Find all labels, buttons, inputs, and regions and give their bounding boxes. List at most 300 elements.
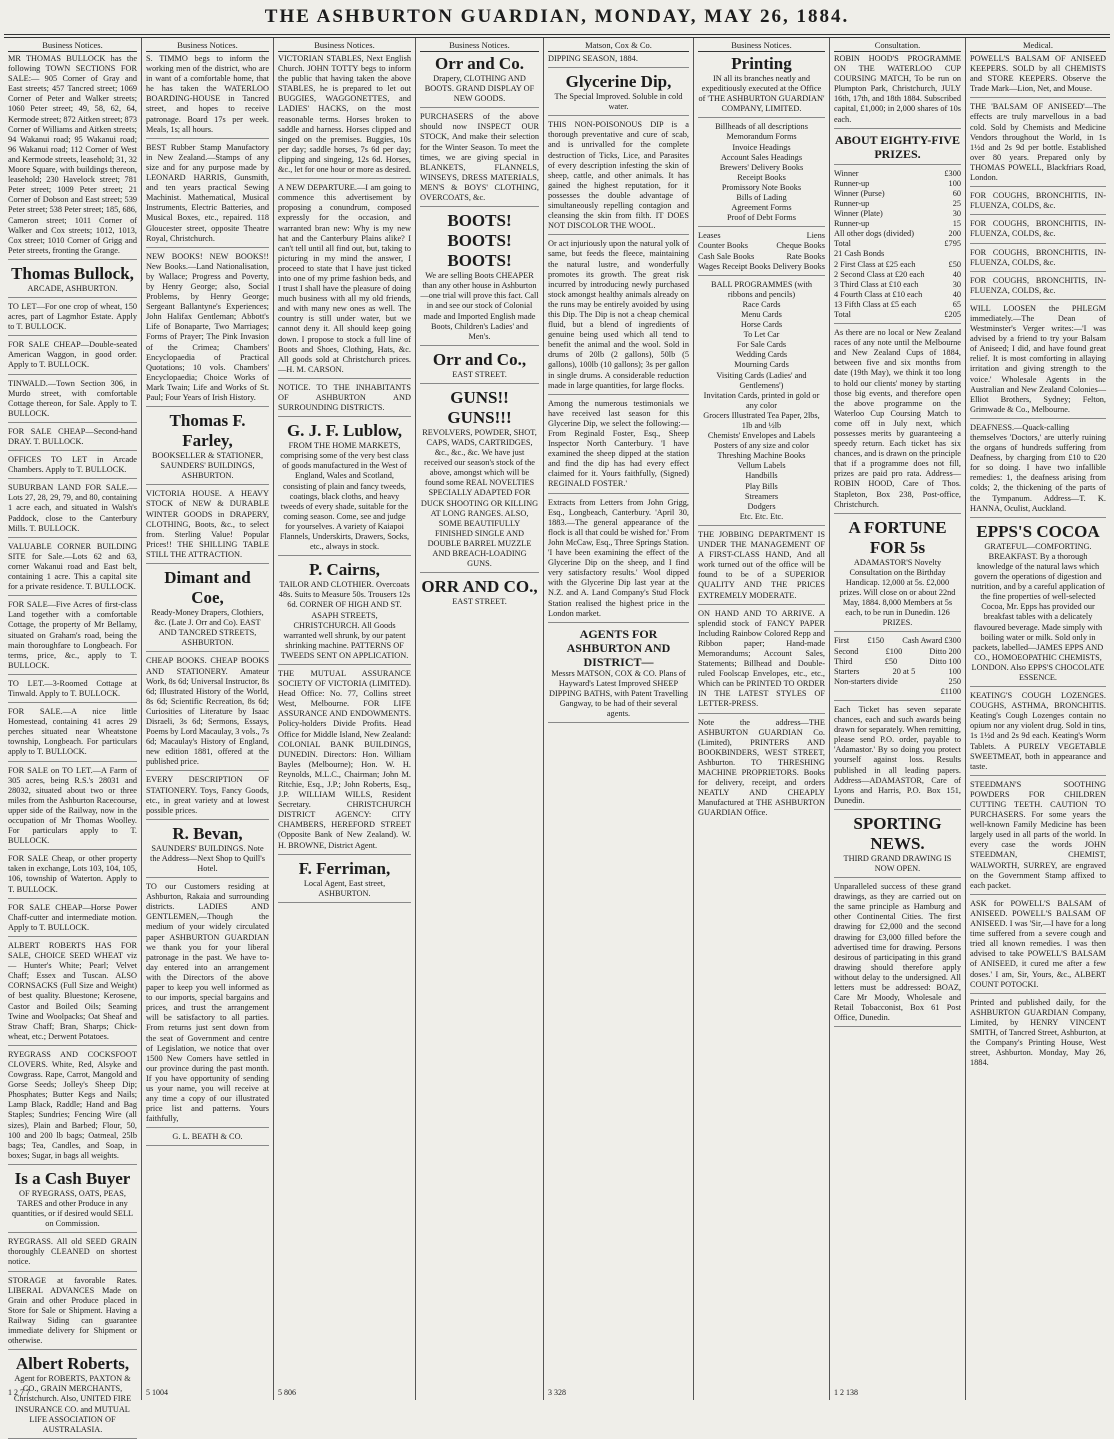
advertisement <box>8 941 137 1046</box>
prize-row <box>834 249 961 259</box>
advert-subtitle: OF RYEGRASS, OATS, PEAS, TARES and other Produce in any quantities, or if desired would SELL on Commission. <box>11 1188 134 1229</box>
prize-cell: Ditto 200 <box>929 646 961 656</box>
advert-subtitle: REVOLVERS, POWDER, SHOT, CAPS, WADS, CARTRIDGES, &c., &c., &c. We have just received our season's stock of the above, amongst which will be found some REAL NOVELTIES SPECIALLY ADAPTED FOR DUCK SHOOTING OR KILLING AT LONG RANGES. ALSO, SOME BEAUTIFULLY FINISHED SINGLE AND DOUBLE BARREL MUZZLE AND BREACH-LOADING GUNS. <box>420 427 539 569</box>
prize-row <box>834 300 961 310</box>
masthead-rule <box>4 34 1110 35</box>
prize-row <box>834 677 961 687</box>
column-footer: 1 2 7 7 <box>8 1387 30 1397</box>
advertisement <box>146 411 269 485</box>
advertisement <box>698 530 825 605</box>
column-3 <box>274 38 416 1400</box>
advert-text: PURCHASERS of the above should now INSPECT OUR STOCK, And make their selection for the Winter Season. To meet the times, we are giving special in BLANKETS, FLANNELS, WINSEYS, DRESS MATERIALS, MEN'S & BOYS' CLOTHING, OVERCOATS, &c. <box>420 112 539 203</box>
advert-text: DEAFNESS.—Quack-calling themselves 'Doctors,' are utterly ruining the organs of hundreds suffering from Deafness, by charging from £10 to £20 for so doing. I have two infallible remedies: 1, the deafness arising from colds; 2, the thickening of the parts of the Tympanum. Address—T. K. HANNA, Oculist, Auckland. <box>970 422 1106 513</box>
item-list <box>698 280 825 522</box>
prize-cell: Runner-up <box>834 198 870 208</box>
list-item: Etc. Etc. Etc. <box>739 511 784 521</box>
advertisement <box>970 899 1106 994</box>
advert-title: A FORTUNE FOR 5s <box>848 517 947 557</box>
list-item: Horse Cards <box>740 320 783 330</box>
advert-text: DIPPING SEASON, 1884. <box>548 54 638 63</box>
prize-row <box>834 179 961 189</box>
column-header: Matson, Cox & Co. <box>548 40 689 52</box>
prize-row <box>834 219 961 229</box>
advert-text: FOR SALE Cheap, or other property taken in exchange, Lots 103, 104, 105, 106, township of Waterton. Apply to T. BULLOCK. <box>8 854 137 894</box>
advertisement <box>8 1276 137 1351</box>
advertisement <box>420 350 539 384</box>
prize-cell: 250 <box>948 676 961 686</box>
list-item: Menu Cards <box>741 309 782 319</box>
advert-title: G. J. F. Lublow, <box>286 421 403 441</box>
advert-text: FOR SALE—Five Acres of first-class Land together with a comfortable Cottage, the property of Mr Bellamy, situated on Graham's road, being the main thoroughfare to Longbeach. For terms, price, &c., apply to T. BULLOCK. <box>8 600 137 670</box>
column-header: Business Notices. <box>420 40 539 52</box>
advertisement <box>548 627 689 723</box>
advert-title: Is a Cash Buyer <box>14 1168 131 1188</box>
advertisement <box>834 328 961 514</box>
column-header: Business Notices. <box>278 40 411 52</box>
advert-text: RYEGRASS. All old SEED GRAIN thoroughly CLEANED on shortest notice. <box>8 1237 137 1267</box>
advert-text: FOR SALE CHEAP—Double-seated American Waggon, in good order. Apply to T. BULLOCK. <box>8 340 137 370</box>
advertisement <box>278 669 411 855</box>
advert-text: Note the address—THE ASHBURTON GUARDIAN Co. (Limited), PRINTERS AND BOOKBINDERS, WEST STREET, Ashburton. TO THRESHING MACHINE PROPRIETORS. Books for delivery, receipt, and orders NEATLY AND CHEAPLY Manufactured at THE ASHBURTON GUARDIAN Office. <box>698 717 825 818</box>
list-item: Dodgers <box>747 501 776 511</box>
advert-text: VICTORIAN STABLES, Next English Church. JOHN TOTTY begs to inform the public that having taken the above STABLES, he is prepared to let out BUGGIES, WAGGONETTES, and LADIES' HACKS, on the most reasonable terms. Horses broken to saddle and harness. Horses clipped and singed on the premises. Buggies, 10s per day; saddle horses, 7s 6d per day; clipping and singeing, 12s 6d. Horses, &c., let for one hour or more as desired. <box>278 54 411 175</box>
prize-row <box>834 189 961 199</box>
advert-subtitle: TAILOR AND CLOTHIER. Overcoats 48s. Suits to Measure 50s. Trousers 12s 6d. CORNER OF HIGH AND ST. ASAPH STREETS, CHRISTCHURCH. All Goods warranted well shrunk, by our patent shrinking machine. PATTERNS OF TWEEDS SENT ON APPLICATION. <box>278 580 411 660</box>
advertisement <box>8 427 137 451</box>
prize-cell: Total <box>834 309 851 319</box>
advert-text: THIS NON-POISONOUS DIP is a thorough preventative and cure of scab, and is unrivalled for the complete destruction of Ticks, Lice, and Parasites of every description infesting the skin of sheep, cattle, and other animals. It has gained the highest reputation, for it possesses the double advantage of simultaneously repelling contagion and cleansing the skin from filth. IT DOES NOT DISCOLOR THE WOOL. <box>548 120 689 231</box>
list-item: Visiting Cards (Ladies' and Gentlemens') <box>716 370 807 390</box>
prize-row <box>834 199 961 209</box>
advertisement <box>420 577 539 610</box>
prize-cell: 60 <box>952 188 961 198</box>
advertisement <box>146 54 269 139</box>
list-item: Promissory Note Books <box>721 182 802 192</box>
prize-row <box>834 636 961 646</box>
advertisement <box>548 239 689 394</box>
prize-cell: 40 <box>952 269 961 279</box>
advertisement <box>834 169 961 324</box>
advert-title: F. Ferriman, <box>298 858 391 878</box>
pair-item: Delivery Books <box>772 261 825 271</box>
column-header: Business Notices. <box>698 40 825 52</box>
column-footer: 3 328 <box>548 1387 566 1397</box>
prize-cell: Total <box>834 239 851 249</box>
prize-row <box>834 290 961 300</box>
prize-cell: Third <box>834 656 853 666</box>
advert-text: VICTORIA HOUSE. A HEAVY STOCK of NEW & DURABLE WINTER GOODS in DRAPERY, CLOTHING, Boots, &c., to select from. Sterling Value! Popular Prices!! THE SHILLING TABLE STILL THE ATTRACTION. <box>146 489 269 559</box>
advert-title: Printing <box>731 54 792 73</box>
advert-subtitle: Drapery, CLOTHING AND BOOTS. GRAND DISPLAY OF NEW GOODS. <box>424 74 535 104</box>
advert-text: As there are no local or New Zealand races of any note until the Melbourne and New Zealand Cups of 1884, between five and six months from date (19th May), we think it too long to hold our clients' money by starting those big events, and therefore open the above programme on the Waterloo Cup Coursing Match to come off in July next, which possesses merits by guaranteeing a speedy return. Each ticket has six chances, and is drawn on the principle that if a programme does not fill, prizes are paid pro rata. Address—ROBIN HOOD, Care of Thos. Stapleton, Box 238, Post-office, Christchurch. <box>834 328 961 509</box>
prize-cell: 15 <box>952 219 961 229</box>
advert-text: ON HAND AND TO ARRIVE. A splendid stock of FANCY PAPER Including Rainbow Colored Repp and Ribbon paper; Hand-made Memorandums; Account Sales, Statements; Billhead and Double-ruled Foolscap Envelopes, etc., etc., Which can be PRINTED TO ORDER IN THE LATEST STYLES OF LETTER-PRESS. <box>698 608 825 709</box>
prize-cell: 30 <box>952 209 961 219</box>
prize-cell: £150 <box>867 636 885 646</box>
prize-cell: Winner (Purse) <box>834 188 885 198</box>
advert-subtitle: GRATEFUL—COMFORTING. BREAKFAST. By a thorough knowledge of the natural laws which govern the operations of digestion and nutrition, and by a careful application of the fine properties of well-selected Cocoa, Mr. Epps has provided our breakfast tables with a delicately flavoured beverage. Made simply with boiling water or milk. Sold only in packets, labelled—JAMES EPPS AND CO., HOMOEOPATHIC CHEMISTS, LONDON. Also EPPS'S CHOCOLATE ESSENCE. <box>971 541 1105 682</box>
prize-cell: 20 at 5 <box>892 666 916 676</box>
advert-text: WILL LOOSEN the PHLEGM immediately.—The Dean of Westminster's Verger writes:—'I was advised by a friend to try your Balsam of Aniseed; I did, and have found great relief. It is most comforting in allaying irritation and giving strength to the voice.' Wholesale Agents in the Australian and New Zealand Colonies—Elliot Brothers, Sydney; Felton, Grimwade & Co., Melbourne. <box>970 303 1106 414</box>
pair-item: Wages Receipt Books <box>698 261 771 271</box>
advertisement <box>278 383 411 417</box>
advertisement <box>8 379 137 423</box>
advertisement <box>8 54 137 260</box>
prize-cell: 2 First Class at £25 each <box>834 259 916 269</box>
advert-text: STORAGE at favorable Rates. LIBERAL ADVANCES Made on Grain and other Produce placed in Store for Sale or Shipment. Having a Railway Siding can guarantee immediate delivery for Shipment or otherwise. <box>8 1275 137 1346</box>
advertisement <box>8 542 137 596</box>
column-2 <box>142 38 274 1400</box>
advert-title: Thomas Bullock, <box>11 263 134 283</box>
advert-text: Among the numerous testimonials we have received last season for this Glycerine Dip, we select the following:— From Reginald Foster, Esq., Sheep Inspector North Canterbury. 'I have examined the sheep dipped at the station and find the dip has had every effect claimed for it. Yours faithfully, (Signed) REGINALD FOSTER.' <box>548 398 689 489</box>
advert-title: Orr and Co., <box>432 349 527 369</box>
prize-cell: 21 Cash Bonds <box>834 249 885 259</box>
prize-cell: Ditto 100 <box>929 656 961 666</box>
advert-text: Each Ticket has seven separate chances, each and such awards being drawn for separately. When remitting, please send P.O. order, payable to 'Adamastor.' By so doing you protect yourself against loss. Results published in all leading papers. Address—ADAMASTOR, Care of Lyons and Harris, P.O. Box 151, Dunedin. <box>834 704 961 805</box>
advert-subtitle: THIRD GRAND DRAWING IS NOW OPEN. <box>843 853 952 873</box>
advert-subtitle: EAST STREET. <box>452 597 507 607</box>
advert-subtitle: Ready-Money Drapers, Clothiers, &c. (Late J. Orr and Co). EAST AND TANCRED STREETS, ASHBURTON. <box>151 608 264 648</box>
advertisement <box>278 54 411 179</box>
list-item: To Let Car <box>743 330 780 340</box>
advertisement <box>698 609 825 714</box>
advert-title: SPORTING NEWS. <box>853 813 942 853</box>
list-item: BALL PROGRAMMES (with ribbons and pencils) <box>710 279 813 299</box>
advertisement <box>420 388 539 573</box>
column-1 <box>4 38 142 1434</box>
pair-item: Liens <box>806 231 825 241</box>
column-5 <box>544 38 694 1400</box>
column-header: Consultation. <box>834 40 961 52</box>
advert-text: ALBERT ROBERTS HAS FOR SALE, CHOICE SEED WHEAT viz— Hunter's White; Pearl; Velvet Chaff; Essex and Tuscan. ALSO CORNSACKS (Full Size and Weight) of best quality. Bluestone; Kerosene, Castor and Boiled Oils; Seaming Twine and Woolpacks; Oat Sheaf and Straw Chaff; Bran, Sharps; Chick-wheat, etc.; Derwent Potatoes. <box>8 940 137 1041</box>
prize-cell: Starters <box>834 666 860 676</box>
list-item: Race Cards <box>742 299 781 309</box>
item-list <box>698 122 825 223</box>
column-header: Medical. <box>970 40 1106 52</box>
prize-row <box>834 280 961 290</box>
advertisement <box>970 54 1106 98</box>
advertisement <box>548 72 689 116</box>
column-7 <box>830 38 966 1400</box>
advertisement <box>420 112 539 207</box>
list-item: Bills of Lading <box>736 193 787 203</box>
prize-cell: 100 <box>948 178 961 188</box>
advertisement <box>146 568 269 652</box>
prize-row <box>834 229 961 239</box>
advertisement <box>420 211 539 346</box>
list-item: Brewers' Delivery Books <box>719 162 804 172</box>
list-item: Streamers <box>744 491 779 501</box>
advert-text: TO LET.—3-Roomed Cottage at Tinwald. Apply to T. BULLOCK. <box>8 678 137 698</box>
prize-row <box>834 647 961 657</box>
prize-cell: 200 <box>948 229 961 239</box>
advertisement <box>970 998 1106 1072</box>
prize-cell: Second <box>834 646 859 656</box>
advert-title: Orr and Co. <box>435 54 524 73</box>
column-footer: 5 806 <box>278 1387 296 1397</box>
advertisement <box>278 560 411 665</box>
list-item: Vellum Labels <box>737 461 786 471</box>
prize-row <box>834 260 961 270</box>
pair-row <box>698 262 825 272</box>
advert-text: RYEGRASS AND COCKSFOOT CLOVERS. White, Red, Alsyke and Cowgrass. Rape, Carrot, Mangold and Gorse Seeds; Jolley's Sheep Dip; Phosphates; Butter Kegs and Nails; Lamp Black, Raddle; Hand and Bag Staples; Sundries; Fencing Wire (all sizes), Plain and Barbed; Flour, 50, 100 and 200 lb bags; Oatmeal, 25lb bags; Tea, Candles, and Soap, in boxes; Sugar, in bags all weights. <box>8 1049 137 1160</box>
column-footer: 1 2 138 <box>834 1387 858 1397</box>
list-item: Threshing Machine Books <box>717 451 806 461</box>
advert-text: NEW BOOKS! NEW BOOKS!! New Books.—Land Nationalisation, by Wallace; Progress and Poverty, by Henry George; also, Social Problems, by Henry George; Sergeant Ballantyne's Experiences; John Halifax Gentleman; Abbott's Life of Bonaparte, Two Marriages; Forms of Prayer; The Pink Invasion of the Crimea; Chambers' Encyclopaedia of Practical Quotations; 10 vols. Chambers' Encyclopaedia; Choice Works of Mark Twain; Life and Works of St. Paul; Four Years of Irish History. <box>146 251 269 402</box>
advert-text: BEST Rubber Stamp Manufactory in New Zealand.—Stamps of any size and for any purpose made by LEONARD HARRIS, Gunsmith, and ten years practical Sewing Machinist. Mathematical, Musical Instruments, Electric Batteries, and Musical Boxes, etc., repaired. 118 Gloucester street, opposite Theatre Royal, Christchurch. <box>146 142 269 243</box>
prize-cell: £1100 <box>940 686 961 696</box>
advert-subtitle: G. L. BEATH & CO. <box>172 1132 243 1142</box>
advertisement <box>970 248 1106 272</box>
pair-row <box>698 231 825 241</box>
advert-text: FOR SALE on TO LET.—A Farm of 305 acres, being R.S.'s 28031 and 28032, situated about two or three miles from the Ashburton Racecourse, upper side of the Railway, now in the occupation of Mr Thomas Woolley. For particulars apply to T. BULLOCK. <box>8 765 137 846</box>
advert-text: ASK for POWELL'S BALSAM of ANISEED. POWELL'S BALSAM OF ANISEED. I was 'Sir,—I have for a long time suffered from a severe cough and tried all known remedies. I was then advised to take POWELL'S BALSAM of ANISEED, it cured me after a few doses.' I am, Sir, Yours, &c., ALBERT COUNT POTOCKI. <box>970 898 1106 989</box>
prize-cell: £795 <box>944 239 961 249</box>
advert-subtitle: FROM THE HOME MARKETS, comprising some of the very best class of goods manufactured in the West of England, Wales and Scotland, consisting of plain and fancy tweeds, coatings, black cloths, and heavy tweeds of every shade, suitable for the coming season. Come, see and judge for yourselves. A variety of Kaiapoi Flannels, Underskirts, Drawers, Socks, etc., always in stock. <box>279 441 410 552</box>
prize-cell: Non-starters divide <box>834 676 898 686</box>
prize-cell: 4 Fourth Class at £10 each <box>834 289 923 299</box>
advertisement <box>146 824 269 878</box>
advertisement <box>146 252 269 407</box>
advertisement <box>970 522 1106 687</box>
advert-text: TO LET—For one crop of wheat, 150 acres, part of Lagmhor Estate. Apply to T. BULLOCK. <box>8 301 137 332</box>
advertisement <box>834 882 961 1027</box>
advert-text: Extracts from Letters from John Grigg, Esq., Longbeach, Canterbury. 'April 30, 1883.—The general appearance of the flock is all that could be wished for.' From John McCaw, Esq., Three Springs Station. 'I have been examining the effect of the Glycerine Dip on the sheep, and I find very satisfactory results.' Wool dipped with the Glycerine Dip last year at the N.Z. and A. Land Company's Stud Flock Station realised the highest price in the London market. <box>548 497 689 618</box>
advertisement <box>548 498 689 623</box>
advert-text: POWELL'S BALSAM OF ANISEED KEEPERS. SOLD by all CHEMISTS and STORE KEEPERS. Observe the Trade Mark—Lion, Net, and Mouse. <box>970 54 1106 94</box>
list-item: Wedding Cards <box>735 350 788 360</box>
advertisement <box>8 679 137 703</box>
advertisement <box>8 1237 137 1271</box>
advert-text: S. TIMMO begs to inform the working men of the district, who are in want of a comfortable home, that he has taken the WATERLOO BOARDING-HOUSE in Tancred street, and hopes to receive patronage. Board 17s per week. Meals, 1s; all hours. <box>146 54 269 134</box>
advert-text: STEEDMAN'S SOOTHING POWDERS FOR CHILDREN CUTTING TEETH. CAUTION TO PURCHASERS. For some years the well-known Family Medicine has been largely used in all parts of the world. In every case the words JOHN STEEDMAN, CHEMIST, WALWORTH, SURREY, are engraved on the Government Stamp affixed to each packet. <box>970 779 1106 890</box>
advert-subtitle: IN all its branches neatly and expeditiously executed at the Office of 'THE ASHBURTON GUARDIAN' COMPANY, LIMITED. <box>698 74 825 114</box>
pair-item: Rate Books <box>786 251 825 261</box>
advertisement <box>698 122 825 227</box>
column-header: Business Notices. <box>146 40 269 52</box>
advert-subtitle: BOOKSELLER & STATIONER, SAUNDERS' BUILDINGS, ASHBURTON. <box>151 451 264 481</box>
advert-text: SUBURBAN LAND FOR SALE.—Lots 27, 28, 29, 79, and 80, containing 1 acre each, and situated in Walsh's Paddock, close to the Canterbury Mills. T. BULLOCK. <box>8 483 137 533</box>
advert-subtitle: We are selling Boots CHEAPER than any other house in Ashburton—one trial will prove this fact. Call in and see our stock of Colonial made and Imported English made Boots, Children's Ladies' and Men's. <box>420 271 539 341</box>
advertisement <box>970 423 1106 518</box>
prize-cell: First <box>834 636 850 646</box>
list-item: Account Sales Headings <box>720 152 803 162</box>
advertisement <box>146 656 269 771</box>
advert-title: ABOUT EIGHTY-FIVE PRIZES. <box>834 132 961 161</box>
advertisement <box>8 600 137 675</box>
advert-title: EPPS'S COCOA <box>976 521 1100 541</box>
advert-title: Albert Roberts, <box>15 1354 130 1374</box>
prize-cell: 40 <box>952 289 961 299</box>
advert-title: Dimant and Coe, <box>164 568 251 608</box>
advertisement <box>8 854 137 898</box>
pair-item: Cheque Books <box>776 241 825 251</box>
prize-cell: 3 Third Class at £10 each <box>834 279 919 289</box>
advert-subtitle: Local Agent, East street, ASHBURTON. <box>303 878 386 898</box>
pair-item: Leases <box>698 231 721 241</box>
advert-text: FOR SALE CHEAP—Horse Power Chaff-cutter and intermediate motion. Apply to T. BULLOCK. <box>8 902 137 932</box>
list-item: Invoice Headings <box>732 142 791 152</box>
advertisement <box>548 120 689 235</box>
advert-title: ORR AND CO., <box>421 577 538 597</box>
advertisement <box>8 766 137 851</box>
prize-cell: £50 <box>948 259 961 269</box>
advertisement <box>278 859 411 903</box>
advert-text: VALUABLE CORNER BUILDING SITE for Sale.—Lots 62 and 63, corner Wakanui road and East belt, containing 1 acre. This a capital site for a private residence. T. BULLOCK. <box>8 541 137 592</box>
advertisement <box>420 54 539 108</box>
advertisement <box>834 518 961 633</box>
advertisement <box>970 304 1106 419</box>
prize-row <box>834 667 961 677</box>
prize-cell: 100 <box>948 666 961 676</box>
advert-text: ROBIN HOOD'S PROGRAMME ON THE WATERLOO CUP COURSING MATCH, To be run on Plumpton Park, Christchurch, JULY 16th, 17th, and 18th 1884. Subscribed capital, £1,000; in 2,000 shares of 10s each. <box>834 54 961 124</box>
masthead-title: THE ASHBURTON GUARDIAN, MONDAY, MAY 26, 1884. <box>264 6 850 27</box>
advertisement <box>8 264 137 298</box>
advert-subtitle: ARCADE, ASHBURTON. <box>27 283 118 293</box>
prize-row <box>834 270 961 280</box>
advert-text: FOR SALE.—A nice little Homestead, containing 41 acres 29 perches situated near Wheatstone township, Longbeach. For particulars apply to T. BULLOCK. <box>8 707 137 757</box>
list-item: Receipt Books <box>737 172 786 182</box>
advert-title: GUNS!! GUNS!!! <box>447 387 512 427</box>
prize-row <box>834 209 961 219</box>
list-item: Agreement Forms <box>731 203 792 213</box>
pair-row <box>698 252 825 262</box>
advert-subtitle: EAST STREET. <box>452 369 507 379</box>
advert-title: P. Cairns, <box>309 560 380 580</box>
prize-cell: £100 <box>885 646 903 656</box>
advert-subtitle: SAUNDERS' BUILDINGS. Note the Address—Next Shop to Quill's Hotel. <box>150 843 265 873</box>
advertisement <box>8 340 137 374</box>
advert-text: EVERY DESCRIPTION OF STATIONERY. Toys, Fancy Goods, etc., in great variety and at lowest possible prices. <box>146 775 269 815</box>
list-item: Grocers Illustrated Tea Paper, 2lbs, 1lb and ½lb <box>703 410 820 430</box>
prize-cell: £205 <box>944 309 961 319</box>
prize-cell: Cash Award £300 <box>902 636 961 646</box>
advert-text: FOR COUGHS, BRONCHITIS, IN-FLUENZA, COLDS, &c. <box>970 275 1106 295</box>
advert-text: Or act injuriously upon the natural yolk of same, but feeds the fleece, maintaining the natural lustre, and wonderfully promotes its growth. The great risk incurred by introducing newly purchased stock amongst healthy animals already on the runs may be entirely avoided by using this Dip. The Dip is not a cheap chemical fluid, but a blend of ingredients of genuine being used which all tend to benefit the animal and the wool. Sold in drums of 20lb (2 gallons), 50lb (5 gallons), 100lb (10 gallons); 3s per gallon in single drums. A considerable reduction made in large quantities, for large flocks. <box>548 239 689 390</box>
prize-cell: 13 Fifth Class at £5 each <box>834 299 917 309</box>
advertisement <box>698 280 825 526</box>
advert-text: CHEAP BOOKS. CHEAP BOOKS AND STATIONERY. Amateur Work, 8s 6d; Universal Instructor, 8s 6d; Illustrated History of the World, 8s 6d; Scientific Recreation, 8s 6d; Curiosities of Literature by Isaac Disraeli, 3s 6d; Sermons, Essays, Poems by Lord Macaulay, 3 vols., 7s 6d; Macaulay's History of England, new edition 1881, offered at the published price. <box>146 656 269 767</box>
advertisement <box>548 399 689 494</box>
advert-text: FOR COUGHS, BRONCHITIS, IN-FLUENZA, COLDS, &c. <box>970 191 1106 211</box>
advert-text: THE 'BALSAM OF ANISEED'—The effects are truly marvellous in a bad cold. Sold by Chemists and Medicine Vendors throughout the World, in 1s 1½d and 2s 9d per bottle. Established over 80 years. Prepared only by THOMAS POWELL, Blackfriars Road, London. <box>970 102 1106 183</box>
advertisement <box>8 1050 137 1165</box>
prize-cell: Winner <box>834 168 859 178</box>
advertisement <box>146 882 269 1128</box>
pair-item: Counter Books <box>698 241 749 251</box>
prize-cell: Runner-up <box>834 219 870 229</box>
advert-title: BOOTS! BOOTS! BOOTS! <box>447 211 512 271</box>
list-item: Posters of any size and color <box>713 441 810 451</box>
advertisement <box>8 1169 137 1233</box>
list-item: Invitation Cards, printed in gold or any color <box>703 390 820 410</box>
advert-text: Unparalleled success of these grand drawings, as they are carried out on the same principle as Hamburg and other Continental Cities. The first drawing for £2,000 and the second drawing for £3,000 filled before the advertised time for drawing. Persons desirous of participating in this grand drawing should therefore apply without delay to the undersigned. All letters must be addressed: BOAZ, Care Mr Moody, Wholesale and Retail Tobacconist, Box 61 Post Office, Dunedin. <box>834 882 961 1023</box>
column-4 <box>416 38 544 1400</box>
advertisement <box>834 54 961 129</box>
prize-cell: £300 <box>944 168 961 178</box>
advert-text: NOTICE. TO THE INHABITANTS OF ASHBURTON AND SURROUNDING DISTRICTS. <box>278 382 411 413</box>
prize-cell: 65 <box>952 299 961 309</box>
advertisement <box>970 691 1106 776</box>
advert-text: OFFICES TO LET in Arcade Chambers. Apply to T. BULLOCK. <box>8 455 137 475</box>
advert-text: FOR SALE CHEAP—Second-hand DRAY. T. BULLOCK. <box>8 426 137 446</box>
pair-item: Cash Sale Books <box>698 251 755 261</box>
list-item: For Sale Cards <box>736 340 787 350</box>
list-item: Play Bills <box>745 481 778 491</box>
advertisement <box>970 102 1106 187</box>
prize-cell: 30 <box>952 279 961 289</box>
prize-row <box>834 169 961 179</box>
list-item: Handbills <box>745 471 778 481</box>
advert-text: KEATING'S COUGH LOZENGES. COUGHS, ASTHMA, BRONCHITIS. Keating's Cough Lozenges contain no opium nor any violent drug. Sold in tins, 1s 1½d and 2s 9d each. Keating's Worm Tablets. A PURELY VEGETABLE SWEETMEAT, both in appearance and taste. <box>970 691 1106 771</box>
prize-row <box>834 687 961 697</box>
advert-text: MR THOMAS BULLOCK has the following TOWN SECTIONS FOR SALE:— 905 Corner of Gray and East streets; 457 Tancred street; 1069 Corner of Peter and Walker streets; 1060 Peter street; 49, 58, 62, 64, Kermode street; 872 Aitken street; 873 Corner of Williams and Aitken streets; 94 Wakanui road; 95 Wakanui road; 96 Wakanui road; 112 Corner of West and Kermode streets, leasehold; 31, 32 Moore Square, with buildings thereon, leasehold; 230 Havelock street; 781 Peter street; 1009 Peter street; 21 Corner of Dobson and East street; 539 Peter street; 538 Peter street; 185, 686, Cameron street; 1011 Corner of Walker and Cox streets; 1012, 1013, Cox street; 1010 Corner of Grigg and Peter streets, fronting the Grange. <box>8 54 137 255</box>
advertisement <box>834 705 961 810</box>
prize-row <box>834 310 961 320</box>
advertisement <box>834 133 961 165</box>
advertisement <box>834 814 961 878</box>
advert-subtitle: Agent for ROBERTS, PAXTON & CO., GRAIN MERCHANTS, Christchurch. Also, UNITED FIRE INSURANCE CO. and MUTUAL LIFE ASSOCIATION OF AUSTRALASIA. <box>13 1374 132 1434</box>
advert-text: THE JOBBING DEPARTMENT IS UNDER THE MANAGEMENT OF A FIRST-CLASS HAND, And all work turned out of the office will be found to be of a SUPERIOR QUALITY AND THE PRICES EXTREMELY MODERATE. <box>698 529 825 600</box>
advert-text: FOR COUGHS, BRONCHITIS, IN-FLUENZA, COLDS, &c. <box>970 247 1106 267</box>
list-item: Proof of Debt Forms <box>727 213 796 223</box>
advert-title: R. Bevan, <box>172 823 243 843</box>
prize-cell: 25 <box>952 198 961 208</box>
pair-row <box>698 241 825 251</box>
advert-title: AGENTS FOR ASHBURTON AND DISTRICT— <box>566 626 671 669</box>
advert-text: A NEW DEPARTURE.—I am going to commence this advertisement by proposing a conundrum, composed expressly for the occasion, and warranted bran new: Why is my new hat and the Canterbury Plains alike? I can't tell until all find out, but, taking to picturing in my mind the answer, I proceed to state that I have just ticked into one of my prime fashion beds, and I trust I shall have the pleasure of doing much business with all my old friends, and with many new ones as well. The country is still under water, but we cannot deny it. All should keep going down. I propose to stock a full line of Boots and Shoes, Clothing, Hats, &c. All goods sold at Christchurch prices.—H. M. CARSON. <box>278 183 411 374</box>
prize-cell: 2 Second Class at £20 each <box>834 269 925 279</box>
list-item: Chemists' Envelopes and Labels <box>707 431 816 441</box>
advertisement <box>698 54 825 118</box>
advertisement <box>278 183 411 379</box>
advertisement <box>548 54 689 68</box>
advertisement <box>146 1132 269 1146</box>
advert-subtitle: Messrs MATSON, COX & CO. Plans of Hayward's Latest Improved SHEEP DIPPING BATHS, with Patent Travelling Gangway, to be had of their several agents. <box>549 668 688 719</box>
list-item: Billheads of all descriptions <box>715 122 808 132</box>
prize-cell: Winner (Plate) <box>834 209 883 219</box>
advertisement <box>8 707 137 761</box>
list-item: Mourning Cards <box>734 360 789 370</box>
advertisement <box>834 636 961 701</box>
advert-title: Glycerine Dip, <box>565 72 672 92</box>
advert-text: TO our Customers residing at Ashburton, Rakaia and surrounding districts. LADIES AND GENTLEMEN,—Though the medium of your widely circulated paper ASHBURTON GUARDIAN we thank you for your liberal patronage in the past. We have to-day entered into an arrangement with the Directors of the above paper to keep you well informed as to our imports, special bargains and prices, and trust the arrangement will be satisfactory to all parties. From returns just sent down from the seat of Government and centre of Legislation, we notice that over 1500 New Comers have settled in our province during the past month. If you have opportunity of sending us your name, you will receive at any time a copy of our illustrated price list and patterns. Yours faithfully, <box>146 882 269 1124</box>
advert-text: FOR COUGHS, BRONCHITIS, IN-FLUENZA, COLDS, &c. <box>970 219 1106 239</box>
advert-text: Printed and published daily, for the ASHBURTON GUARDIAN Company, Limited, by HENRY VINCENT SMITH, of Tancred Street, Ashburton, at the Company's Printing House, West street, Ashburton. Monday, May 26, 1884. <box>970 997 1106 1068</box>
column-8 <box>966 38 1110 1400</box>
advertisement <box>8 455 137 479</box>
advertisement <box>8 302 137 336</box>
prize-cell: £50 <box>884 656 898 666</box>
column-header: Business Notices. <box>8 40 137 52</box>
column-6 <box>694 38 830 1400</box>
list-item: Memorandum Forms <box>726 132 797 142</box>
prize-row <box>834 239 961 249</box>
advert-title: Thomas F. Farley, <box>169 411 246 451</box>
advert-subtitle: ADAMASTOR'S Novelty Consultation on the Birthday Handicap. 12,000 at 5s. £2,000 prizes. Will close on or about 22nd May, 1884. 8,000 Members at 5s each, to be run in Dunedin. 126 PRIZES. <box>839 557 956 628</box>
column-footer: 5 1004 <box>146 1387 168 1397</box>
advertisement <box>698 231 825 275</box>
prize-cell: Runner-up <box>834 178 870 188</box>
advertisement <box>970 276 1106 300</box>
advertisement <box>146 489 269 564</box>
prize-row <box>834 657 961 667</box>
advert-text: THE MUTUAL ASSURANCE SOCIETY OF VICTORIA (LIMITED). Head Office: No. 77, Collins street West, Melbourne. FOR LIFE ASSURANCE AND ENDOWMENTS. Policy-holders Divide Profits. Head Office for Middle Island, New Zealand: COLONIAL BANK BUILDINGS, DUNEDIN. Directors: Hon. William Bayles (Melbourne); Hon. W. H. Reynolds, M.L.C., Chairman; John M. Ritchie, Esq., J.P.; John Roberts, Esq., J.P. WILLIAM WILLS, Resident Secretary. CHRISTCHURCH DISTRICT AGENCY: CITY CHAMBERS, HEREFORD STREET (Opposite Bank of New Zealand). W. H. BROWNE, District Agent. <box>278 668 411 850</box>
advertisement <box>146 775 269 819</box>
advertisement <box>8 903 137 937</box>
advert-text: TINWALD.—Town Section 306, in Murdo street, with comfortable Cottage thereon, for Sale. Apply to T. BULLOCK. <box>8 378 137 418</box>
advertisement <box>146 143 269 248</box>
